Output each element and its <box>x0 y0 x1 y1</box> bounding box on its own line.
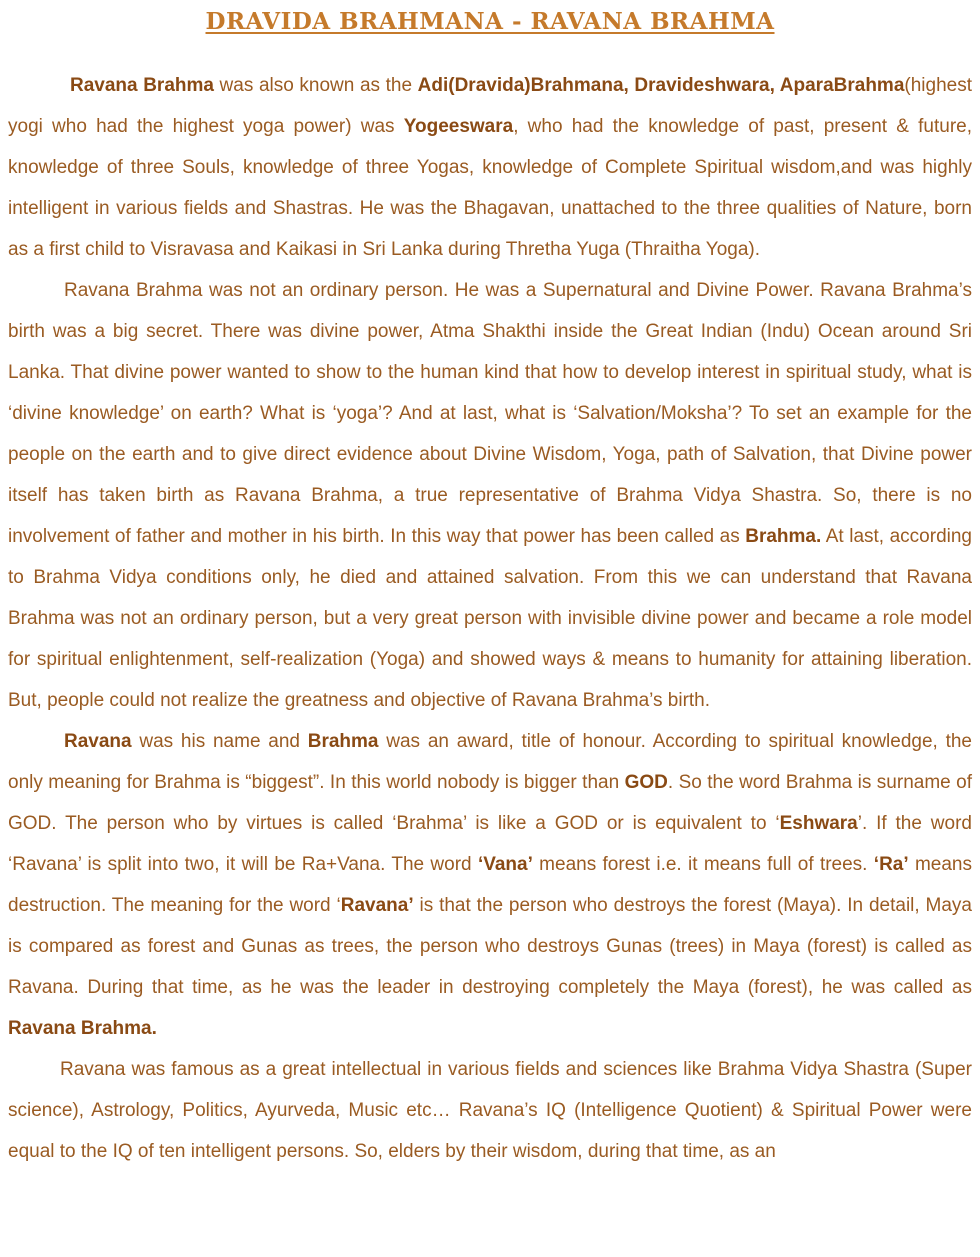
bold-run: ‘Vana’ <box>477 854 533 875</box>
document-body <box>8 65 972 1172</box>
bold-run: GOD <box>624 772 668 793</box>
page-title-text: DRAVIDA BRAHMANA - RAVANA BRAHMA <box>205 8 775 35</box>
bold-run: Brahma <box>307 731 379 752</box>
text-run: Ravana Brahma was not an ordinary person. He was a Supernatural and Divine Power. Ravana Brahma’s birth was a big secret. There was divine power, Atma Shakthi inside the Great Indian (Indu) Ocean around Sri Lanka. That divine power wanted to show to the human kind that how to develop interest in spiritual study, what is ‘divine knowledge’ on earth? What is ‘yoga’? And at last, what is ‘Salvation/Moksha’? To set an example for the people on the earth and to give direct evidence about Divine Wisdom, Yoga, path of Salvation, that Divine power itself has taken birth as Ravana Brahma, a true representative of Brahma Vidya Shastra. So, there is no involvement of father and mother in his birth. In this way that power has been called as <box>8 280 972 547</box>
paragraph-1 <box>8 65 972 270</box>
text-run: is that the person who destroys the forest (Maya). In detail, Maya is compared as forest and Gunas as trees, the person who destroys Gunas (trees) in Maya (forest) is called as Ravana. During that time, as he was the leader in destroying completely the Maya (forest), he was called as <box>8 895 972 998</box>
bold-run: Ravana Brahma. <box>8 1018 157 1039</box>
text-run: means destruction. The meaning for the word ‘ <box>8 854 973 916</box>
bold-run: Adi(Dravida)Brahmana, Dravideshwara, AparaBrahma <box>417 75 905 96</box>
bold-run: Eshwara <box>779 813 858 834</box>
text-run: was also known as the <box>213 75 418 96</box>
bold-run: ‘Ra’ <box>873 854 909 875</box>
text-run: At last, according to Brahma Vidya conditions only, he died and attained salvation. From this we can understand that Ravana Brahma was not an ordinary person, but a very great person with invisible divine power and became a role model for spiritual enlightenment, self-realization (Yoga) and showed ways & means to humanity for attaining liberation. But, people could not realize the greatness and objective of Ravana Brahma’s birth. <box>8 526 972 711</box>
bold-run: Ravana’ <box>340 895 414 916</box>
text-run: (highest yogi who had the highest yoga power) was <box>8 75 973 137</box>
paragraph-2 <box>8 270 972 721</box>
bold-run: Ravana Brahma <box>70 75 214 96</box>
text-run: Ravana was famous as a great intellectual in various fields and sciences like Brahma Vidya Shastra (Super science), Astrology, Politics, Ayurveda, Music etc… Ravana’s IQ (Intelligence Quotient) & Spiritual Power were equal to the IQ of ten intelligent persons. So, elders by their wisdom, during that time, as an <box>8 1059 972 1162</box>
paragraph-3 <box>8 721 972 1049</box>
text-run: . So the word Brahma is surname of GOD. The person who by virtues is called ‘Brahma’ is like a GOD or is equivalent to ‘ <box>8 772 972 834</box>
paragraph-4 <box>8 1049 972 1172</box>
text-run: was his name and <box>131 731 308 752</box>
bold-run: Brahma. <box>745 526 822 547</box>
text-run: , who had the knowledge of past, present & future, knowledge of three Souls, knowledge of three Yogas, knowledge of Complete Spiritual wisdom,and was highly intelligent in various fields and Shastras. He was the Bhagavan, unattached to the three qualities of Nature, born as a first child to Visravasa and Kaikasi in Sri Lanka during Thretha Yuga (Thraitha Yoga). <box>8 116 972 260</box>
text-run: was an award, title of honour. According to spiritual knowledge, the only meaning for Brahma is “biggest”. In this world nobody is bigger than <box>8 731 972 793</box>
page-title <box>8 0 972 44</box>
bold-run: Ravana <box>64 731 132 752</box>
text-run: ’. If the word ‘Ravana’ is split into two, it will be Ra+Vana. The word <box>8 813 972 875</box>
bold-run: Yogeeswara <box>403 116 514 137</box>
text-run: means forest i.e. it means full of trees. <box>532 854 874 875</box>
